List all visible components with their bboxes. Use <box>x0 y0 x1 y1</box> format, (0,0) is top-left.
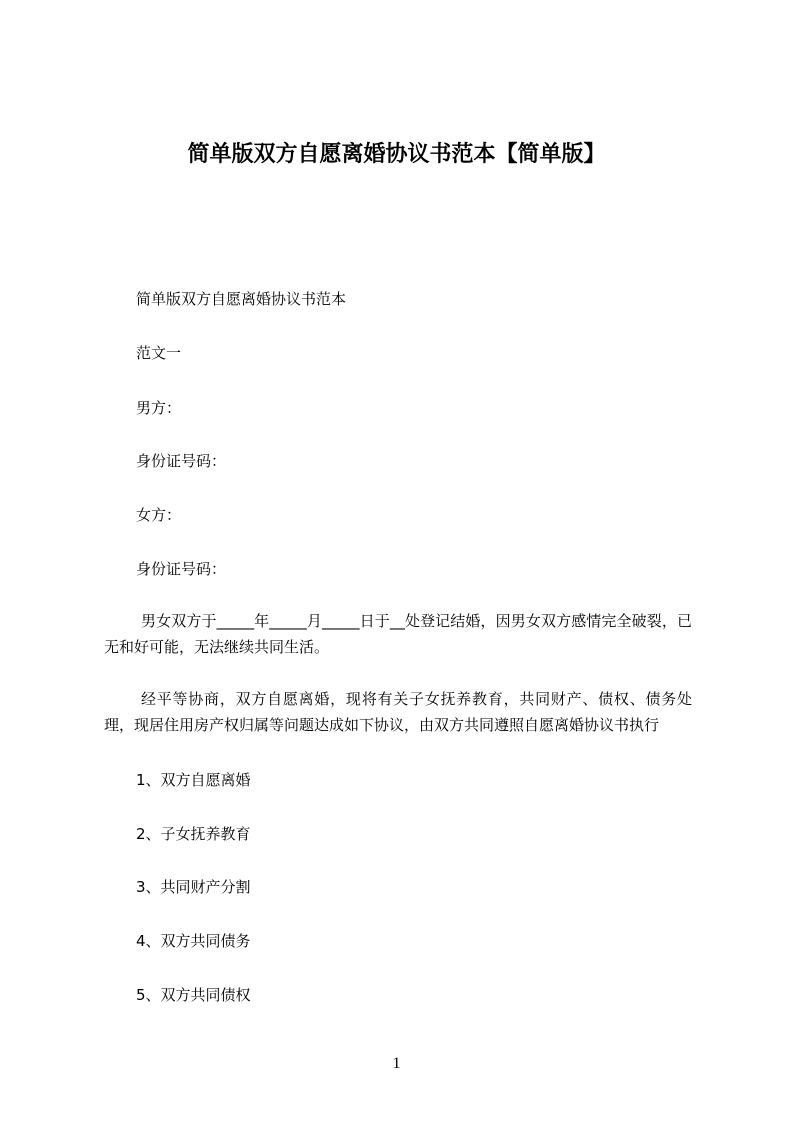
subtitle: 简单版双方自愿离婚协议书范本 <box>136 290 347 308</box>
paragraph-agreement: 经平等协商，双方自愿离婚，现将有关子女抚养教育，共同财产、债权、债务处理，现居住用房产权归属等问题达成如下协议，由双方共同遵照自愿离婚协议书执行 <box>104 690 692 734</box>
husband-field-label: 男方： <box>136 399 182 417</box>
list-item: 3、共同财产分割 <box>136 878 251 896</box>
paragraph-marriage: 男女双方于_____年_____月_____日于__处登记结婚，因男女双方感情完全破裂，已无和好可能，无法继续共同生活。 <box>104 612 692 656</box>
wife-id-label: 身份证号码： <box>136 560 227 578</box>
list-item: 2、子女抚养教育 <box>136 825 251 843</box>
husband-id-label: 身份证号码： <box>136 452 227 470</box>
section-label: 范文一 <box>136 344 182 362</box>
list-item: 5、双方共同债权 <box>136 986 251 1004</box>
list-item: 1、双方自愿离婚 <box>136 771 251 789</box>
page-number: 1 <box>392 1055 401 1072</box>
document-title: 简单版双方自愿离婚协议书范本【简单版】 <box>187 142 606 167</box>
wife-field-label: 女方： <box>136 506 182 524</box>
list-item: 4、双方共同债务 <box>136 932 251 950</box>
